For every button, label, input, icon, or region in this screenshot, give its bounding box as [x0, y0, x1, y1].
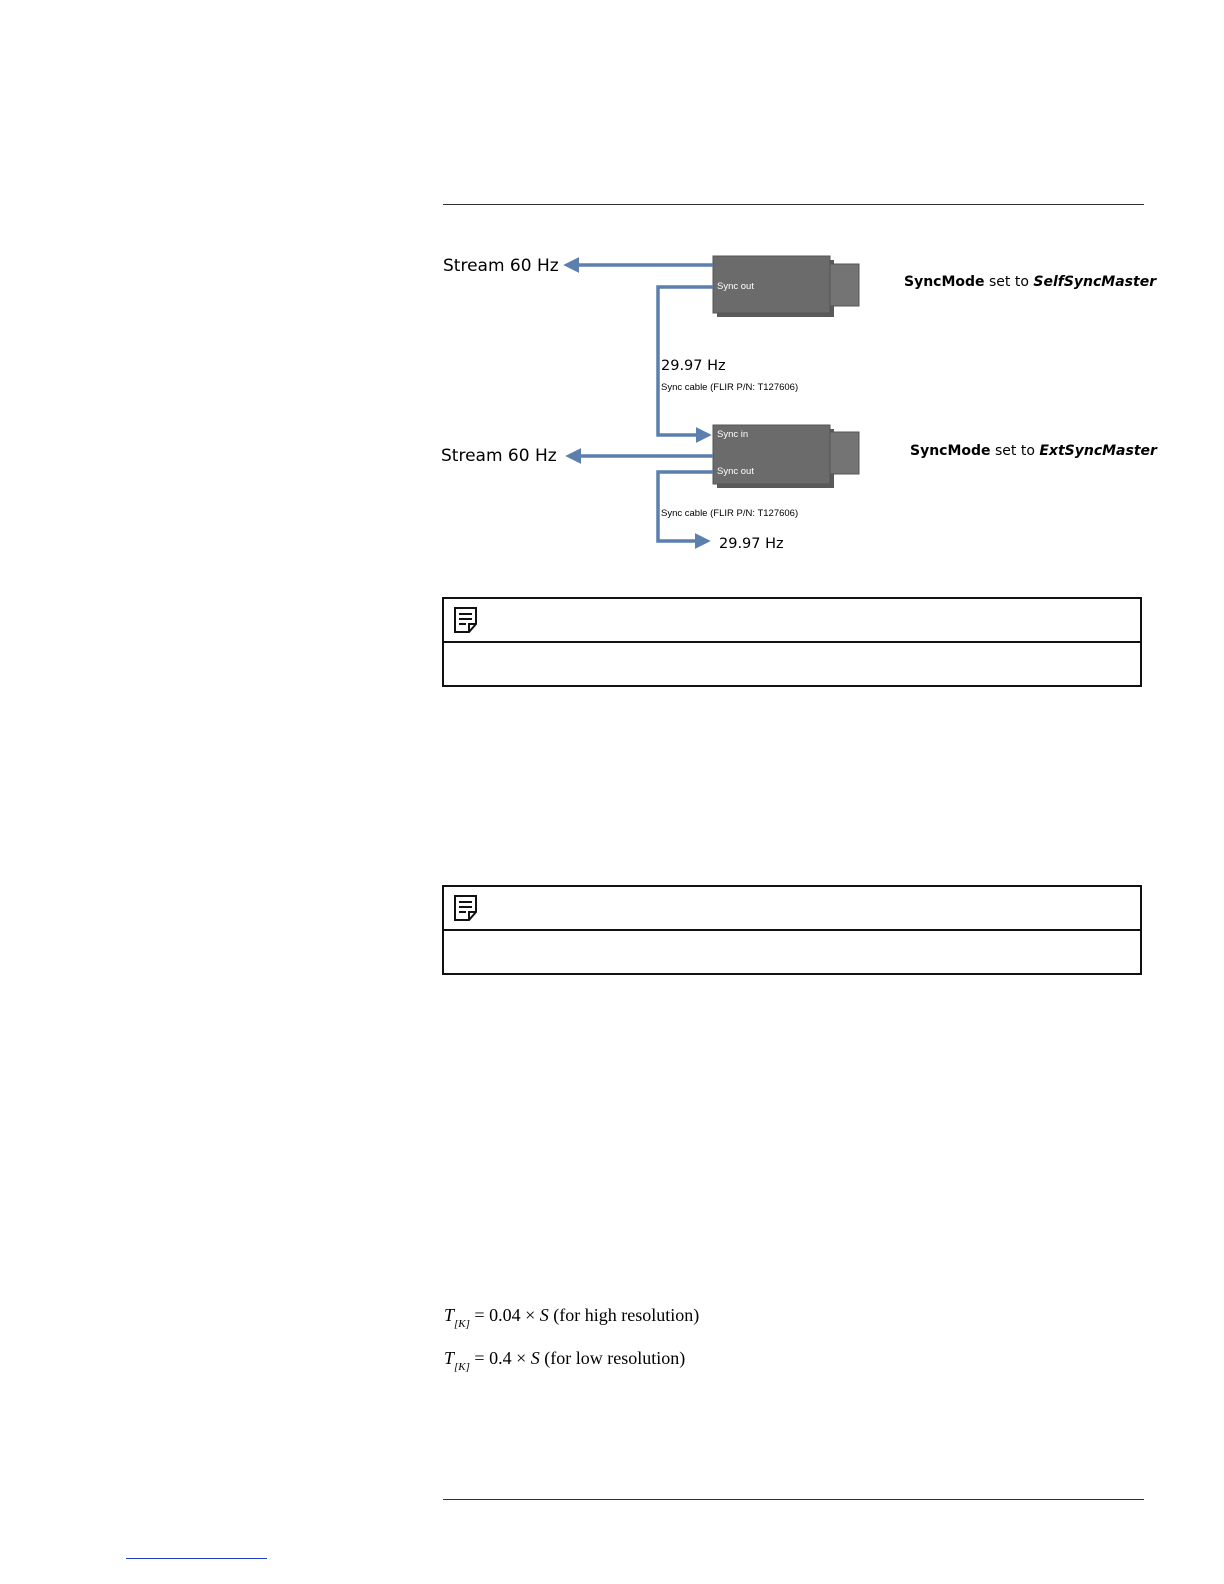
top-syncmode-middle: set to	[984, 274, 1034, 290]
formula-note: (for low resolution)	[539, 1348, 686, 1368]
bottom-camera	[713, 425, 859, 488]
formula-subscript: [K]	[454, 1318, 470, 1330]
footer-link-underline[interactable]	[126, 1558, 267, 1559]
middle-cable-label: Sync cable (FLIR P/N: T127606)	[661, 382, 799, 393]
formula-subscript: [K]	[454, 1361, 470, 1373]
formula-note: (for high resolution)	[548, 1305, 700, 1325]
formula-high-resolution	[444, 1305, 700, 1330]
top-stream-label: Stream 60 Hz	[443, 256, 559, 276]
top-sync-out-port: Sync out	[717, 281, 754, 292]
bottom-sync-in-port: Sync in	[717, 429, 749, 440]
bottom-syncmode-value: ExtSyncMaster	[1039, 443, 1157, 459]
bottom-frequency-label: 29.97 Hz	[719, 536, 784, 552]
formula-symbol: T	[444, 1348, 455, 1368]
note-box	[442, 885, 1142, 975]
top-syncmode-label	[904, 274, 1157, 290]
formula-variable: S	[530, 1348, 540, 1368]
top-syncmode-prefix: SyncMode	[904, 274, 985, 290]
bottom-syncmode-middle: set to	[990, 443, 1040, 459]
formula-low-resolution	[444, 1348, 686, 1373]
bottom-sync-out-port: Sync out	[717, 466, 754, 477]
bottom-sync-cable-arrow	[658, 472, 713, 541]
top-camera	[713, 256, 859, 317]
note-icon	[453, 894, 479, 922]
note-header	[444, 887, 1140, 931]
bottom-syncmode-prefix: SyncMode	[910, 443, 991, 459]
formula-expression: = 0.4 ×	[469, 1348, 531, 1368]
middle-frequency-label: 29.97 Hz	[661, 358, 726, 374]
formula-expression: = 0.04 ×	[469, 1305, 540, 1325]
note-icon	[453, 606, 479, 634]
top-syncmode-value: SelfSyncMaster	[1033, 274, 1157, 290]
bottom-stream-label: Stream 60 Hz	[441, 446, 557, 466]
note-box	[442, 597, 1142, 687]
sync-diagram	[425, 235, 1165, 565]
note-header	[444, 599, 1140, 643]
bottom-syncmode-label	[910, 443, 1158, 459]
bottom-cable-label: Sync cable (FLIR P/N: T127606)	[661, 508, 799, 519]
header-rule	[443, 204, 1144, 205]
formula-variable: S	[539, 1305, 549, 1325]
footer-rule	[443, 1499, 1144, 1500]
formula-symbol: T	[444, 1305, 455, 1325]
